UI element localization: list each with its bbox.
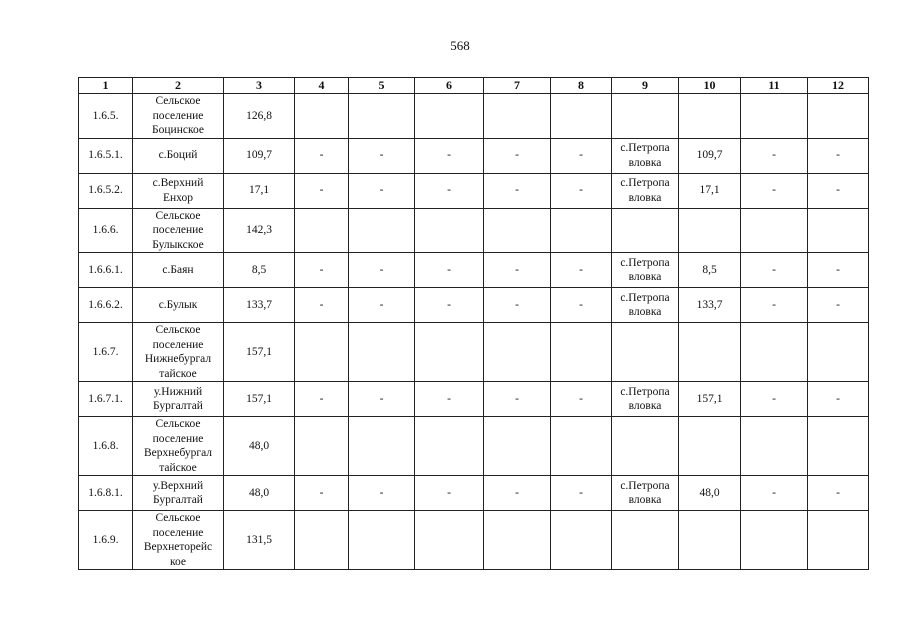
table-row	[79, 208, 869, 253]
cell-c7	[484, 417, 551, 476]
cell-area: 17,1	[224, 173, 295, 208]
header-row	[79, 78, 869, 94]
cell-village: с.Петропа вловка	[612, 476, 679, 511]
cell-c6: -	[415, 476, 484, 511]
cell-area: 48,0	[224, 417, 295, 476]
cell-code: 1.6.8.	[79, 417, 133, 476]
column-header: 12	[808, 78, 869, 94]
cell-c11: -	[741, 253, 808, 288]
cell-name: Сельское поселение Нижнебургал тайское	[133, 323, 224, 382]
table-row	[79, 323, 869, 382]
cell-c11	[741, 94, 808, 139]
cell-village: с.Петропа вловка	[612, 382, 679, 417]
column-header: 2	[133, 78, 224, 94]
cell-c11: -	[741, 476, 808, 511]
cell-c5: -	[349, 173, 415, 208]
cell-c10: 157,1	[679, 382, 741, 417]
cell-c4	[295, 511, 349, 570]
cell-c11: -	[741, 173, 808, 208]
cell-c8: -	[551, 173, 612, 208]
cell-c11	[741, 417, 808, 476]
column-header: 9	[612, 78, 679, 94]
cell-village: с.Петропа вловка	[612, 253, 679, 288]
table-row	[79, 382, 869, 417]
cell-code: 1.6.8.1.	[79, 476, 133, 511]
cell-c12: -	[808, 173, 869, 208]
cell-c5	[349, 417, 415, 476]
cell-c5: -	[349, 382, 415, 417]
cell-name: с.Баян	[133, 253, 224, 288]
column-header: 10	[679, 78, 741, 94]
cell-c12	[808, 417, 869, 476]
cell-c5: -	[349, 138, 415, 173]
cell-c10	[679, 511, 741, 570]
cell-c12: -	[808, 288, 869, 323]
cell-c4: -	[295, 476, 349, 511]
cell-c4: -	[295, 382, 349, 417]
cell-village	[612, 94, 679, 139]
cell-code: 1.6.6.1.	[79, 253, 133, 288]
cell-name: с.Булык	[133, 288, 224, 323]
cell-c5: -	[349, 253, 415, 288]
cell-c4: -	[295, 288, 349, 323]
cell-c7: -	[484, 138, 551, 173]
cell-c7	[484, 511, 551, 570]
column-header: 11	[741, 78, 808, 94]
column-header: 3	[224, 78, 295, 94]
cell-c8	[551, 323, 612, 382]
cell-code: 1.6.5.	[79, 94, 133, 139]
cell-c4: -	[295, 253, 349, 288]
cell-c10	[679, 417, 741, 476]
cell-name: Сельское поселение Верхнеторейс кое	[133, 511, 224, 570]
cell-c10	[679, 323, 741, 382]
cell-name: Сельское поселение Булыкское	[133, 208, 224, 253]
cell-c7: -	[484, 476, 551, 511]
cell-c4	[295, 208, 349, 253]
cell-area: 48,0	[224, 476, 295, 511]
cell-name: Сельское поселение Боцинское	[133, 94, 224, 139]
table-row	[79, 138, 869, 173]
cell-area: 142,3	[224, 208, 295, 253]
cell-village	[612, 323, 679, 382]
cell-c6	[415, 511, 484, 570]
cell-area: 157,1	[224, 382, 295, 417]
table-body	[79, 94, 869, 570]
cell-c12: -	[808, 253, 869, 288]
cell-c7	[484, 323, 551, 382]
cell-area: 133,7	[224, 288, 295, 323]
table-row	[79, 288, 869, 323]
cell-name: у.Нижний Бургалтай	[133, 382, 224, 417]
cell-c6	[415, 417, 484, 476]
cell-c11: -	[741, 382, 808, 417]
cell-c10: 8,5	[679, 253, 741, 288]
cell-c6: -	[415, 253, 484, 288]
cell-c6	[415, 208, 484, 253]
cell-c7: -	[484, 173, 551, 208]
column-header: 5	[349, 78, 415, 94]
cell-c5	[349, 94, 415, 139]
cell-c8	[551, 417, 612, 476]
cell-village	[612, 208, 679, 253]
cell-c5	[349, 511, 415, 570]
cell-c11: -	[741, 288, 808, 323]
cell-c6: -	[415, 173, 484, 208]
column-header: 6	[415, 78, 484, 94]
cell-c12	[808, 94, 869, 139]
cell-c8	[551, 208, 612, 253]
cell-c8: -	[551, 382, 612, 417]
cell-code: 1.6.6.2.	[79, 288, 133, 323]
cell-village: с.Петропа вловка	[612, 173, 679, 208]
cell-code: 1.6.6.	[79, 208, 133, 253]
cell-c7: -	[484, 382, 551, 417]
cell-c10: 133,7	[679, 288, 741, 323]
cell-c12: -	[808, 476, 869, 511]
cell-c6: -	[415, 288, 484, 323]
cell-c10	[679, 208, 741, 253]
table-row	[79, 476, 869, 511]
cell-c12: -	[808, 382, 869, 417]
data-table	[78, 77, 869, 570]
column-header: 7	[484, 78, 551, 94]
column-header: 1	[79, 78, 133, 94]
cell-c11	[741, 208, 808, 253]
cell-c5	[349, 323, 415, 382]
cell-c5	[349, 208, 415, 253]
cell-c5: -	[349, 288, 415, 323]
cell-c4: -	[295, 138, 349, 173]
cell-c12: -	[808, 138, 869, 173]
cell-c5: -	[349, 476, 415, 511]
cell-c11	[741, 511, 808, 570]
table-row	[79, 417, 869, 476]
cell-village	[612, 417, 679, 476]
cell-c12	[808, 323, 869, 382]
cell-c12	[808, 208, 869, 253]
cell-c12	[808, 511, 869, 570]
cell-area: 8,5	[224, 253, 295, 288]
cell-village: с.Петропа вловка	[612, 288, 679, 323]
table-row	[79, 173, 869, 208]
cell-area: 157,1	[224, 323, 295, 382]
cell-c10: 17,1	[679, 173, 741, 208]
cell-c8: -	[551, 253, 612, 288]
cell-c6	[415, 94, 484, 139]
cell-code: 1.6.5.1.	[79, 138, 133, 173]
cell-c4	[295, 323, 349, 382]
cell-c6	[415, 323, 484, 382]
cell-c7: -	[484, 288, 551, 323]
cell-c10	[679, 94, 741, 139]
cell-village: с.Петропа вловка	[612, 138, 679, 173]
column-header: 4	[295, 78, 349, 94]
cell-code: 1.6.9.	[79, 511, 133, 570]
cell-c7	[484, 208, 551, 253]
cell-c4	[295, 417, 349, 476]
table-row	[79, 511, 869, 570]
cell-c8: -	[551, 476, 612, 511]
cell-c7: -	[484, 253, 551, 288]
table-row	[79, 94, 869, 139]
cell-name: с.Боций	[133, 138, 224, 173]
cell-name: Сельское поселение Верхнебургал тайское	[133, 417, 224, 476]
cell-c8	[551, 511, 612, 570]
cell-area: 131,5	[224, 511, 295, 570]
cell-c7	[484, 94, 551, 139]
cell-c4: -	[295, 173, 349, 208]
cell-name: с.Верхний Енхор	[133, 173, 224, 208]
column-header: 8	[551, 78, 612, 94]
cell-code: 1.6.5.2.	[79, 173, 133, 208]
cell-c4	[295, 94, 349, 139]
cell-c11	[741, 323, 808, 382]
cell-c8: -	[551, 288, 612, 323]
cell-area: 126,8	[224, 94, 295, 139]
cell-area: 109,7	[224, 138, 295, 173]
cell-code: 1.6.7.	[79, 323, 133, 382]
cell-c6: -	[415, 382, 484, 417]
cell-c11: -	[741, 138, 808, 173]
cell-c6: -	[415, 138, 484, 173]
cell-c10: 48,0	[679, 476, 741, 511]
cell-village	[612, 511, 679, 570]
cell-c10: 109,7	[679, 138, 741, 173]
cell-c8	[551, 94, 612, 139]
table-row	[79, 253, 869, 288]
cell-code: 1.6.7.1.	[79, 382, 133, 417]
page-number: 568	[450, 38, 470, 53]
cell-c8: -	[551, 138, 612, 173]
cell-name: у.Верхний Бургалтай	[133, 476, 224, 511]
